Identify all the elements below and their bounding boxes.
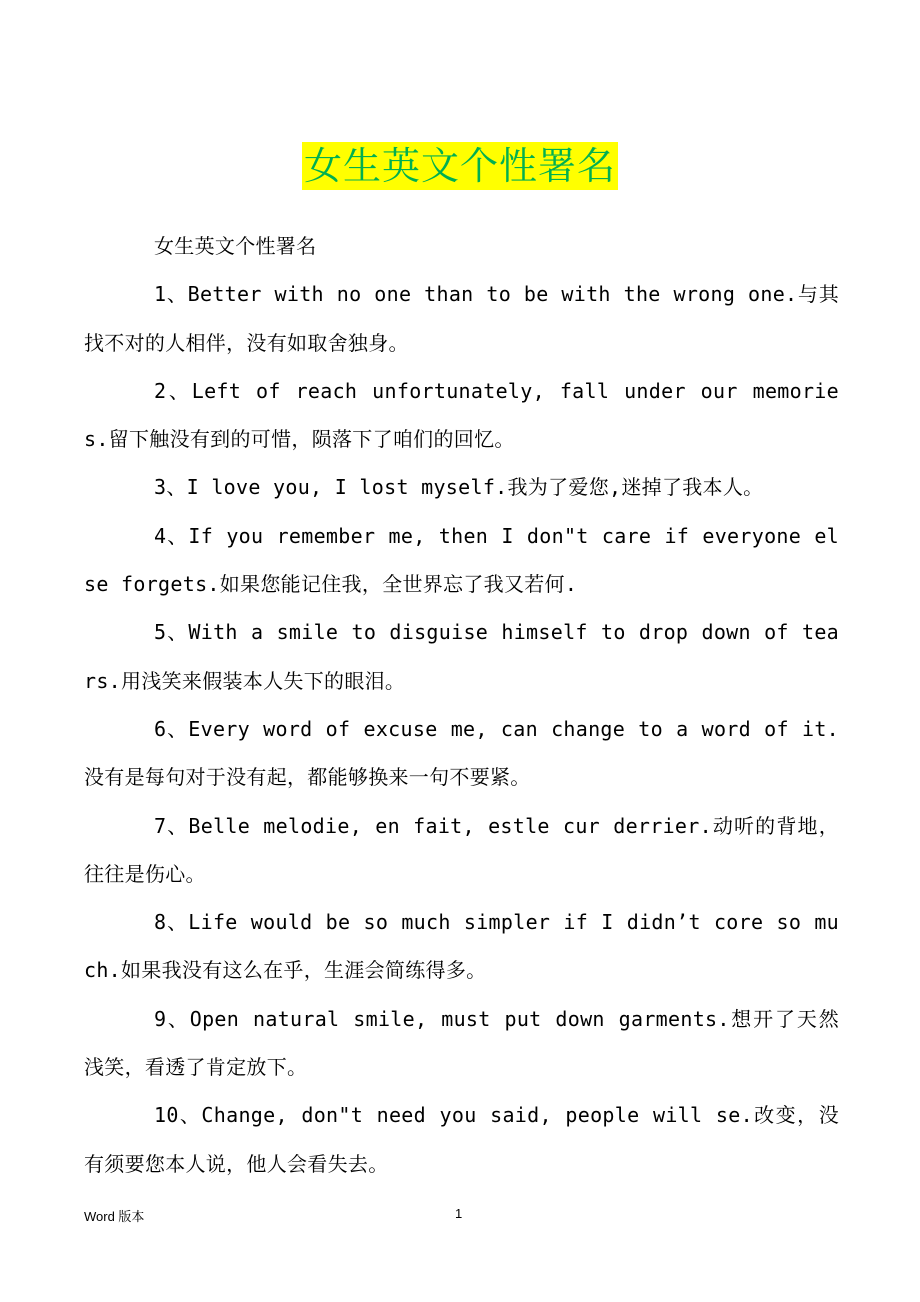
document-body [84,222,839,1188]
paragraph-8: 8、Life would be so much simpler if I didn’t core so much.如果我没有这么在乎，生涯会简练得多。 [84,910,839,983]
paragraph-10: 10、Change, don"t need you said, people will se.改变，没有须要您本人说，他人会看失去。 [84,1103,839,1176]
title-container [0,142,920,190]
paragraph-1: 1、Better with no one than to be with the wrong one.与其找不对的人相伴，没有如取舍独身。 [84,282,839,355]
paragraph-heading: 女生英文个性署名 [154,234,317,258]
paragraph-7: 7、Belle melodie, en fait, estle cur derrier.动听的背地，往往是伤心。 [84,813,839,886]
paragraph-5: 5、With a smile to disguise himself to drop down of tears.用浅笑来假装本人失下的眼泪。 [84,620,839,693]
page-number: 1 [455,1206,463,1221]
page-footer [0,1206,920,1228]
paragraph-6: 6、Every word of excuse me, can change to a word of it.没有是每句对于没有起，都能够换来一句不要紧。 [84,716,839,790]
footer-version-label: Word 版本 [84,1209,145,1224]
paragraph-9: 9、Open natural smile, must put down garments.想开了天然浅笑，看透了肯定放下。 [84,1006,839,1080]
paragraph-3: 3、I love you, I lost myself.我为了爱您,迷掉了我本人。 [154,475,764,500]
document-title: 女生英文个性署名 [303,144,616,188]
paragraph-2: 2、Left of reach unfortunately, fall under our memories.留下触没有到的可惜，陨落下了咱们的回忆。 [84,378,839,452]
paragraph-4: 4、If you remember me, then I don"t care if everyone else forgets.如果您能记住我，全世界忘了我又若何. [84,523,839,597]
